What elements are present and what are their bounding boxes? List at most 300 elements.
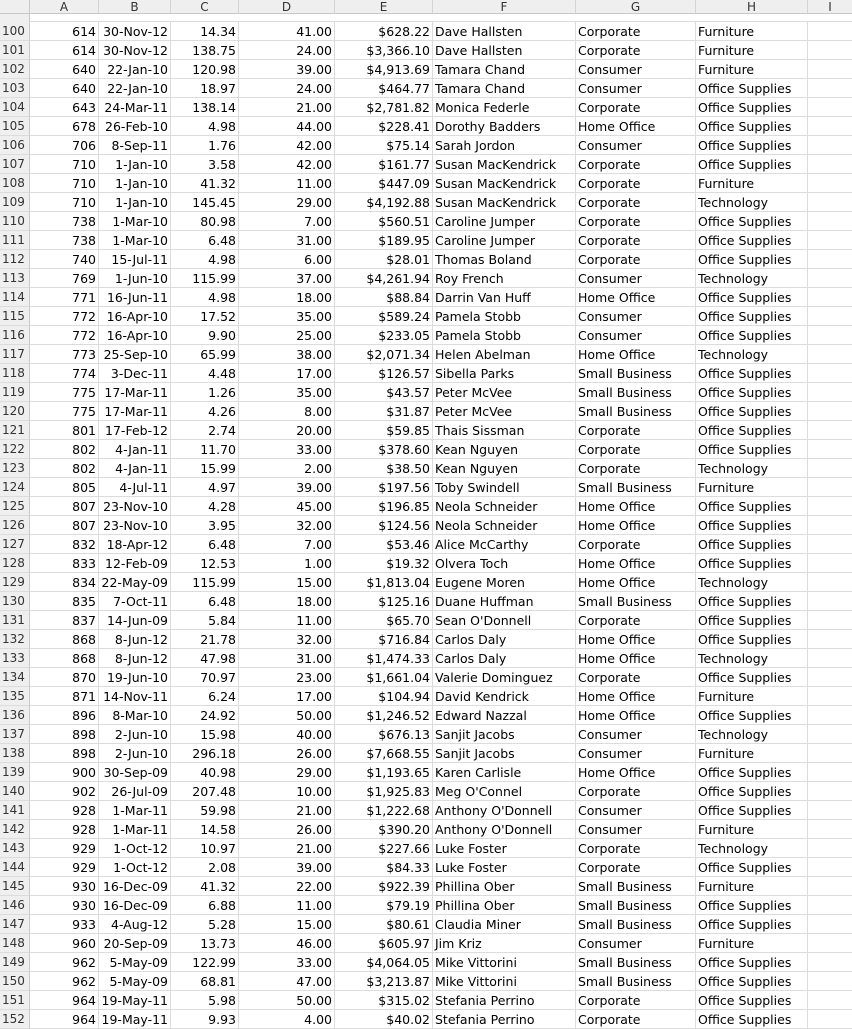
cell-g[interactable]: Home Office (576, 687, 696, 706)
cell-h[interactable]: Office Supplies (696, 364, 808, 383)
cell-c[interactable]: 138.75 (171, 41, 239, 60)
cell-a[interactable]: 930 (30, 896, 99, 915)
cell-b[interactable]: 8-Jun-12 (99, 649, 171, 668)
cell-c[interactable]: 14.58 (171, 820, 239, 839)
cell-b[interactable]: 17-Mar-11 (99, 402, 171, 421)
cell-a[interactable]: 902 (30, 782, 99, 801)
row-header[interactable]: 146 (0, 896, 30, 915)
cell-a[interactable]: 962 (30, 972, 99, 991)
cell-a[interactable]: 898 (30, 744, 99, 763)
cell-c[interactable]: 2.08 (171, 858, 239, 877)
cell-i[interactable] (808, 763, 852, 782)
cell-d[interactable]: 1.00 (239, 554, 335, 573)
row-header[interactable]: 120 (0, 402, 30, 421)
cell-d[interactable]: 8.00 (239, 402, 335, 421)
cell-i[interactable] (808, 535, 852, 554)
cell-c[interactable]: 1.26 (171, 383, 239, 402)
cell-a[interactable]: 832 (30, 535, 99, 554)
cell-b[interactable]: 17-Feb-12 (99, 421, 171, 440)
cell-h[interactable]: Technology (696, 269, 808, 288)
cell-f[interactable]: Thomas Boland (433, 250, 576, 269)
cell-h[interactable]: Office Supplies (696, 212, 808, 231)
cell-b[interactable]: 1-Mar-11 (99, 801, 171, 820)
cell-b[interactable]: 4-Jan-11 (99, 440, 171, 459)
cell-h[interactable]: Furniture (696, 60, 808, 79)
cell-d[interactable]: 17.00 (239, 364, 335, 383)
cell-h[interactable]: Office Supplies (696, 231, 808, 250)
row-header[interactable]: 119 (0, 383, 30, 402)
cell-i[interactable] (808, 288, 852, 307)
cell-f[interactable]: Phillina Ober (433, 877, 576, 896)
cell-a[interactable]: 802 (30, 440, 99, 459)
cell-a[interactable]: 898 (30, 725, 99, 744)
cell-d[interactable]: 41.00 (239, 22, 335, 41)
cell-d[interactable]: 15.00 (239, 573, 335, 592)
cell-c[interactable]: 5.98 (171, 991, 239, 1010)
cell-d[interactable]: 38.00 (239, 345, 335, 364)
cell-f[interactable]: Peter McVee (433, 383, 576, 402)
cell-g[interactable]: Consumer (576, 60, 696, 79)
cell-a[interactable]: 900 (30, 763, 99, 782)
row-header[interactable]: 116 (0, 326, 30, 345)
cell-g[interactable]: Consumer (576, 79, 696, 98)
row-header[interactable]: 100 (0, 22, 30, 41)
cell-d[interactable]: 42.00 (239, 136, 335, 155)
cell-c[interactable]: 13.73 (171, 934, 239, 953)
cell-f[interactable]: Olvera Toch (433, 554, 576, 573)
cell-f[interactable]: Phillina Ober (433, 896, 576, 915)
cell-d[interactable]: 45.00 (239, 497, 335, 516)
cell-h[interactable]: Office Supplies (696, 288, 808, 307)
cell-g[interactable]: Corporate (576, 611, 696, 630)
cell-c[interactable]: 9.93 (171, 1010, 239, 1029)
cell-a[interactable]: 928 (30, 820, 99, 839)
cell-a[interactable]: 710 (30, 174, 99, 193)
cell-i[interactable] (808, 155, 852, 174)
cell-a[interactable]: 643 (30, 98, 99, 117)
cell-f[interactable]: Susan MacKendrick (433, 174, 576, 193)
cell-f[interactable]: Monica Federle (433, 98, 576, 117)
cell-b[interactable]: 30-Nov-12 (99, 22, 171, 41)
cell-d[interactable]: 6.00 (239, 250, 335, 269)
cell-b[interactable]: 22-Jan-10 (99, 79, 171, 98)
cell-d[interactable]: 50.00 (239, 706, 335, 725)
cell-h[interactable]: Office Supplies (696, 307, 808, 326)
cell-a[interactable]: 929 (30, 839, 99, 858)
cell-e[interactable]: $3,366.10 (335, 41, 433, 60)
row-header[interactable]: 136 (0, 706, 30, 725)
cell-i[interactable] (808, 839, 852, 858)
cell-a[interactable]: 868 (30, 630, 99, 649)
cell-g[interactable]: Corporate (576, 231, 696, 250)
cell-c[interactable]: 4.48 (171, 364, 239, 383)
cell-b[interactable]: 8-Sep-11 (99, 136, 171, 155)
cell-c[interactable]: 115.99 (171, 573, 239, 592)
cell-d[interactable]: 32.00 (239, 516, 335, 535)
cell-e[interactable]: $75.14 (335, 136, 433, 155)
cell-i[interactable] (808, 554, 852, 573)
row-header[interactable]: 110 (0, 212, 30, 231)
cell-e[interactable]: $189.95 (335, 231, 433, 250)
cell-h[interactable]: Office Supplies (696, 117, 808, 136)
cell-b[interactable]: 16-Apr-10 (99, 307, 171, 326)
cell-f[interactable]: Duane Huffman (433, 592, 576, 611)
cell-b[interactable]: 19-Jun-10 (99, 668, 171, 687)
cell-f[interactable]: Eugene Moren (433, 573, 576, 592)
cell-i[interactable] (808, 250, 852, 269)
cell-b[interactable]: 30-Sep-09 (99, 763, 171, 782)
cell-h[interactable]: Office Supplies (696, 953, 808, 972)
column-header-d[interactable]: D (239, 0, 335, 14)
cell-h[interactable]: Office Supplies (696, 858, 808, 877)
cell-h[interactable]: Office Supplies (696, 98, 808, 117)
cell-d[interactable]: 11.00 (239, 896, 335, 915)
cell-g[interactable]: Consumer (576, 744, 696, 763)
cell-g[interactable]: Home Office (576, 573, 696, 592)
cell-i[interactable] (808, 79, 852, 98)
cell-e[interactable]: $38.50 (335, 459, 433, 478)
cell-b[interactable]: 1-Jan-10 (99, 193, 171, 212)
cell-f[interactable]: Dorothy Badders (433, 117, 576, 136)
cell-i[interactable] (808, 687, 852, 706)
cell-g[interactable]: Corporate (576, 193, 696, 212)
cell-f[interactable]: Karen Carlisle (433, 763, 576, 782)
cell-f[interactable]: Kean Nguyen (433, 459, 576, 478)
cell-b[interactable]: 16-Jun-11 (99, 288, 171, 307)
cell-e[interactable]: $1,193.65 (335, 763, 433, 782)
cell-h[interactable]: Office Supplies (696, 402, 808, 421)
cell-b[interactable]: 14-Nov-11 (99, 687, 171, 706)
cell-i[interactable] (808, 858, 852, 877)
cell-g[interactable]: Small Business (576, 972, 696, 991)
cell-e[interactable]: $196.85 (335, 497, 433, 516)
cell-d[interactable]: 50.00 (239, 991, 335, 1010)
cell-a[interactable]: 640 (30, 79, 99, 98)
cell-c[interactable]: 11.70 (171, 440, 239, 459)
cell-b[interactable]: 1-Oct-12 (99, 839, 171, 858)
cell-h[interactable]: Office Supplies (696, 763, 808, 782)
cell-d[interactable]: 37.00 (239, 269, 335, 288)
cell-h[interactable]: Furniture (696, 820, 808, 839)
cell-b[interactable]: 19-May-11 (99, 1010, 171, 1029)
cell-i[interactable] (808, 136, 852, 155)
cell-a[interactable]: 614 (30, 41, 99, 60)
cell-h[interactable]: Technology (696, 193, 808, 212)
cell-i[interactable] (808, 421, 852, 440)
cell-h[interactable]: Office Supplies (696, 497, 808, 516)
cell-b[interactable]: 5-May-09 (99, 953, 171, 972)
row-header[interactable]: 112 (0, 250, 30, 269)
cell-i[interactable] (808, 972, 852, 991)
cell-b[interactable]: 24-Mar-11 (99, 98, 171, 117)
cell-e[interactable]: $1,246.52 (335, 706, 433, 725)
row-header[interactable]: 140 (0, 782, 30, 801)
cell-g[interactable]: Corporate (576, 421, 696, 440)
cell-f[interactable]: Tamara Chand (433, 60, 576, 79)
cell-d[interactable]: 4.00 (239, 1010, 335, 1029)
row-header[interactable]: 135 (0, 687, 30, 706)
cell-a[interactable]: 740 (30, 250, 99, 269)
cell-h[interactable]: Office Supplies (696, 668, 808, 687)
cell-d[interactable]: 31.00 (239, 231, 335, 250)
cell-d[interactable]: 46.00 (239, 934, 335, 953)
cell-e[interactable]: $605.97 (335, 934, 433, 953)
row-header[interactable]: 138 (0, 744, 30, 763)
row-header[interactable]: 101 (0, 41, 30, 60)
cell-g[interactable]: Small Business (576, 896, 696, 915)
cell-a[interactable]: 678 (30, 117, 99, 136)
cell-b[interactable]: 25-Sep-10 (99, 345, 171, 364)
row-header[interactable]: 129 (0, 573, 30, 592)
cell-e[interactable]: $59.85 (335, 421, 433, 440)
row-header[interactable]: 125 (0, 497, 30, 516)
cell-a[interactable]: 738 (30, 212, 99, 231)
row-header[interactable]: 132 (0, 630, 30, 649)
cell-d[interactable]: 40.00 (239, 725, 335, 744)
cell-h[interactable]: Technology (696, 649, 808, 668)
cell-c[interactable]: 18.97 (171, 79, 239, 98)
cell-f[interactable]: Edward Nazzal (433, 706, 576, 725)
cell-f[interactable]: Sanjit Jacobs (433, 744, 576, 763)
cell-f[interactable]: Claudia Miner (433, 915, 576, 934)
cell-e[interactable]: $1,925.83 (335, 782, 433, 801)
cell-b[interactable]: 3-Dec-11 (99, 364, 171, 383)
cell-f[interactable]: Meg O'Connel (433, 782, 576, 801)
cell-f[interactable]: Jim Kriz (433, 934, 576, 953)
cell-e[interactable]: $390.20 (335, 820, 433, 839)
cell-e[interactable]: $104.94 (335, 687, 433, 706)
cell-g[interactable]: Home Office (576, 554, 696, 573)
cell-e[interactable]: $28.01 (335, 250, 433, 269)
cell-i[interactable] (808, 231, 852, 250)
cell-d[interactable]: 11.00 (239, 174, 335, 193)
cell-f[interactable]: Caroline Jumper (433, 231, 576, 250)
column-header-a[interactable]: A (30, 0, 99, 14)
cell-e[interactable]: $124.56 (335, 516, 433, 535)
row-header[interactable]: 104 (0, 98, 30, 117)
cell-g[interactable]: Corporate (576, 459, 696, 478)
cell-i[interactable] (808, 269, 852, 288)
cell-g[interactable]: Corporate (576, 98, 696, 117)
cell-g[interactable]: Corporate (576, 22, 696, 41)
cell-d[interactable]: 39.00 (239, 60, 335, 79)
cell-a[interactable]: 769 (30, 269, 99, 288)
cell-d[interactable]: 25.00 (239, 326, 335, 345)
cell-e[interactable]: $40.02 (335, 1010, 433, 1029)
cell-c[interactable]: 3.95 (171, 516, 239, 535)
cell-i[interactable] (808, 497, 852, 516)
cell-b[interactable]: 1-Mar-11 (99, 820, 171, 839)
cell-e[interactable]: $125.16 (335, 592, 433, 611)
cell-g[interactable]: Consumer (576, 934, 696, 953)
cell-d[interactable]: 21.00 (239, 801, 335, 820)
cell-i[interactable] (808, 573, 852, 592)
cell-c[interactable]: 41.32 (171, 877, 239, 896)
cell-a[interactable]: 807 (30, 497, 99, 516)
cell-g[interactable]: Consumer (576, 326, 696, 345)
row-header[interactable]: 143 (0, 839, 30, 858)
cell-h[interactable]: Office Supplies (696, 915, 808, 934)
row-header[interactable]: 137 (0, 725, 30, 744)
cell-i[interactable] (808, 41, 852, 60)
cell-b[interactable]: 1-Oct-12 (99, 858, 171, 877)
cell-c[interactable]: 145.45 (171, 193, 239, 212)
cell-h[interactable]: Furniture (696, 744, 808, 763)
cell-h[interactable]: Furniture (696, 41, 808, 60)
cell-e[interactable]: $161.77 (335, 155, 433, 174)
cell-d[interactable]: 32.00 (239, 630, 335, 649)
cell-a[interactable]: 773 (30, 345, 99, 364)
cell-c[interactable]: 4.97 (171, 478, 239, 497)
cell-c[interactable]: 14.34 (171, 22, 239, 41)
cell-i[interactable] (808, 706, 852, 725)
cell-b[interactable]: 1-Jun-10 (99, 269, 171, 288)
cell-f[interactable]: Carlos Daly (433, 649, 576, 668)
cell-c[interactable]: 24.92 (171, 706, 239, 725)
cell-h[interactable]: Office Supplies (696, 972, 808, 991)
row-header[interactable]: 113 (0, 269, 30, 288)
cell-g[interactable]: Corporate (576, 782, 696, 801)
row-header[interactable]: 106 (0, 136, 30, 155)
cell-b[interactable]: 19-May-11 (99, 991, 171, 1010)
cell-c[interactable]: 70.97 (171, 668, 239, 687)
cell-e[interactable]: $676.13 (335, 725, 433, 744)
cell-h[interactable]: Office Supplies (696, 592, 808, 611)
cell-e[interactable]: $1,222.68 (335, 801, 433, 820)
cell-d[interactable]: 33.00 (239, 953, 335, 972)
cell-a[interactable]: 710 (30, 193, 99, 212)
cell-b[interactable]: 2-Jun-10 (99, 725, 171, 744)
cell-i[interactable] (808, 991, 852, 1010)
cell-g[interactable]: Consumer (576, 725, 696, 744)
cell-h[interactable]: Office Supplies (696, 136, 808, 155)
cell-g[interactable]: Small Business (576, 592, 696, 611)
cell-c[interactable]: 6.88 (171, 896, 239, 915)
column-header-e[interactable]: E (335, 0, 433, 14)
cell-c[interactable]: 41.32 (171, 174, 239, 193)
cell-e[interactable]: $84.33 (335, 858, 433, 877)
cell-a[interactable]: 771 (30, 288, 99, 307)
cell-g[interactable]: Corporate (576, 155, 696, 174)
cell-d[interactable]: 26.00 (239, 744, 335, 763)
cell-a[interactable]: 738 (30, 231, 99, 250)
cell-i[interactable] (808, 307, 852, 326)
cell-f[interactable]: Susan MacKendrick (433, 155, 576, 174)
cell-c[interactable]: 6.48 (171, 535, 239, 554)
cell-f[interactable]: Dave Hallsten (433, 41, 576, 60)
cell-a[interactable]: 868 (30, 649, 99, 668)
cell-c[interactable]: 47.98 (171, 649, 239, 668)
cell-e[interactable]: $628.22 (335, 22, 433, 41)
cell-a[interactable]: 964 (30, 1010, 99, 1029)
cell-c[interactable]: 68.81 (171, 972, 239, 991)
row-header[interactable]: 121 (0, 421, 30, 440)
cell-h[interactable]: Furniture (696, 877, 808, 896)
cell-e[interactable]: $7,668.55 (335, 744, 433, 763)
cell-d[interactable]: 23.00 (239, 668, 335, 687)
cell-h[interactable]: Furniture (696, 174, 808, 193)
cell-d[interactable]: 15.00 (239, 915, 335, 934)
cell-e[interactable]: $126.57 (335, 364, 433, 383)
cell-b[interactable]: 8-Mar-10 (99, 706, 171, 725)
cell-d[interactable]: 24.00 (239, 41, 335, 60)
cell-h[interactable]: Office Supplies (696, 991, 808, 1010)
column-header-g[interactable]: G (576, 0, 696, 14)
cell-d[interactable]: 24.00 (239, 79, 335, 98)
cell-f[interactable]: Kean Nguyen (433, 440, 576, 459)
cell-h[interactable]: Office Supplies (696, 516, 808, 535)
cell-d[interactable]: 31.00 (239, 649, 335, 668)
row-header[interactable]: 122 (0, 440, 30, 459)
row-header[interactable]: 108 (0, 174, 30, 193)
cell-g[interactable]: Corporate (576, 440, 696, 459)
row-header[interactable]: 148 (0, 934, 30, 953)
cell-i[interactable] (808, 801, 852, 820)
cell-e[interactable]: $447.09 (335, 174, 433, 193)
cell-b[interactable]: 16-Dec-09 (99, 877, 171, 896)
cell-g[interactable]: Corporate (576, 991, 696, 1010)
column-header-i[interactable]: I (808, 0, 852, 14)
cell-e[interactable]: $80.61 (335, 915, 433, 934)
cell-i[interactable] (808, 364, 852, 383)
cell-i[interactable] (808, 725, 852, 744)
cell-f[interactable]: Dave Hallsten (433, 22, 576, 41)
cell-c[interactable]: 3.58 (171, 155, 239, 174)
cell-c[interactable]: 6.48 (171, 231, 239, 250)
cell-h[interactable]: Technology (696, 725, 808, 744)
row-header[interactable]: 127 (0, 535, 30, 554)
cell-f[interactable]: Toby Swindell (433, 478, 576, 497)
cell-f[interactable]: Sarah Jordon (433, 136, 576, 155)
cell-a[interactable]: 807 (30, 516, 99, 535)
cell-h[interactable]: Furniture (696, 934, 808, 953)
cell-e[interactable]: $1,474.33 (335, 649, 433, 668)
cell-a[interactable]: 614 (30, 22, 99, 41)
cell-c[interactable]: 138.14 (171, 98, 239, 117)
cell-a[interactable]: 835 (30, 592, 99, 611)
row-header[interactable]: 118 (0, 364, 30, 383)
cell-g[interactable]: Consumer (576, 307, 696, 326)
cell-a[interactable]: 960 (30, 934, 99, 953)
cell-h[interactable]: Office Supplies (696, 383, 808, 402)
cell-e[interactable]: $233.05 (335, 326, 433, 345)
cell-d[interactable]: 44.00 (239, 117, 335, 136)
cell-f[interactable]: Sibella Parks (433, 364, 576, 383)
cell-f[interactable]: Caroline Jumper (433, 212, 576, 231)
column-header-b[interactable]: B (99, 0, 171, 14)
cell-i[interactable] (808, 516, 852, 535)
cell-e[interactable]: $560.51 (335, 212, 433, 231)
row-header[interactable]: 134 (0, 668, 30, 687)
cell-g[interactable]: Home Office (576, 345, 696, 364)
cell-b[interactable]: 18-Apr-12 (99, 535, 171, 554)
cell-i[interactable] (808, 820, 852, 839)
cell-b[interactable]: 16-Dec-09 (99, 896, 171, 915)
cell-c[interactable]: 4.98 (171, 250, 239, 269)
row-header[interactable]: 114 (0, 288, 30, 307)
cell-e[interactable]: $464.77 (335, 79, 433, 98)
cell-h[interactable]: Office Supplies (696, 326, 808, 345)
row-header[interactable]: 126 (0, 516, 30, 535)
cell-d[interactable]: 29.00 (239, 763, 335, 782)
cell-i[interactable] (808, 459, 852, 478)
cell-e[interactable]: $43.57 (335, 383, 433, 402)
cell-e[interactable]: $228.41 (335, 117, 433, 136)
cell-b[interactable]: 1-Jan-10 (99, 174, 171, 193)
cell-d[interactable]: 35.00 (239, 307, 335, 326)
cell-a[interactable]: 833 (30, 554, 99, 573)
row-header[interactable]: 141 (0, 801, 30, 820)
